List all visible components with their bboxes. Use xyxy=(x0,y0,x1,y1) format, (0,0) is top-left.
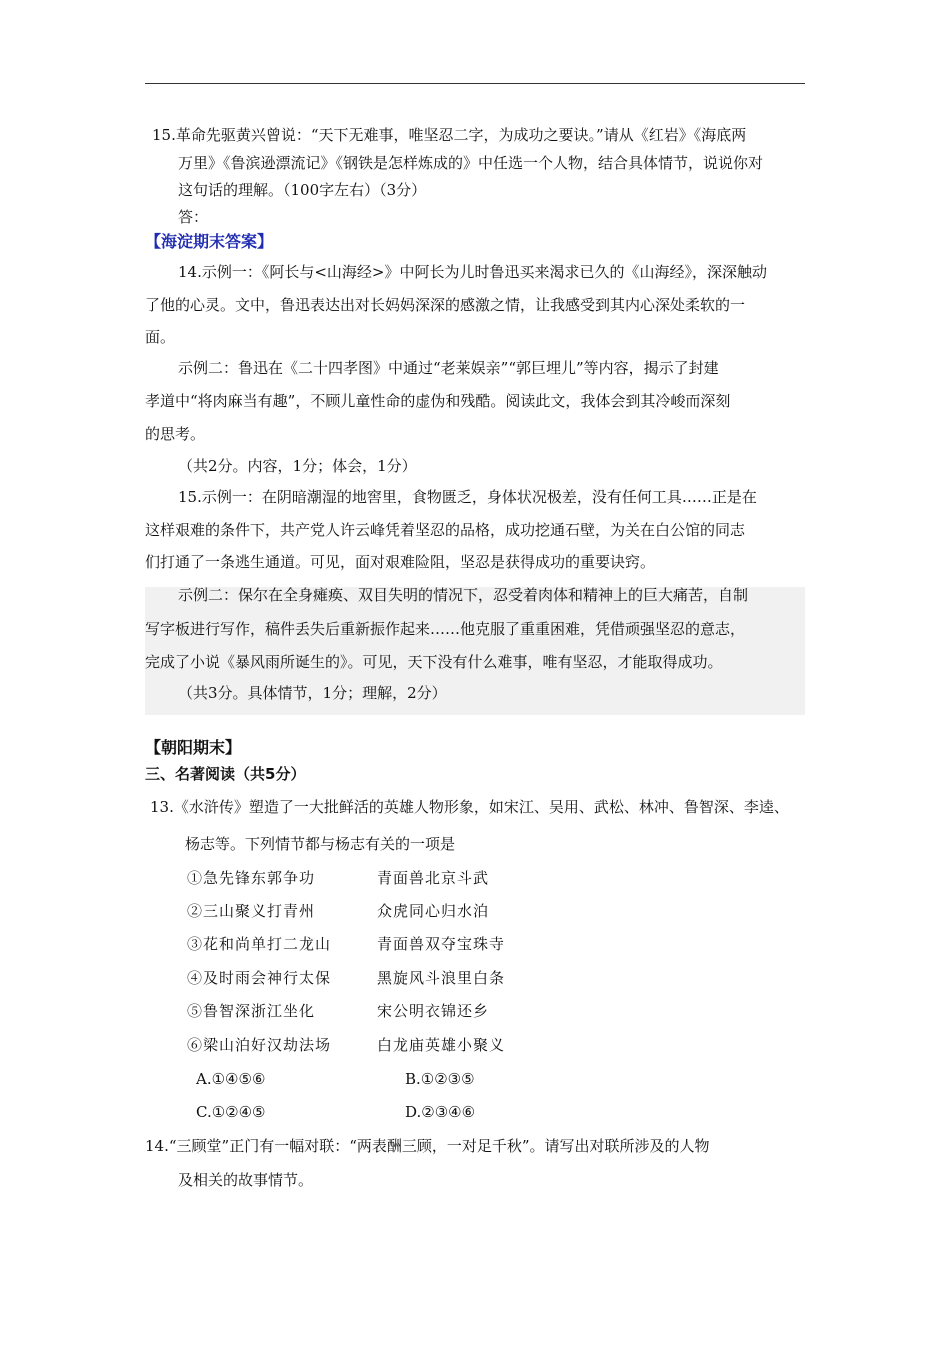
item-5-b: 宋公明衣锦还乡 xyxy=(377,1002,490,1020)
q14-line-1: 14.“三顾堂”正门有一幅对联：“两表酬三顾，一对足千秋”。请写出对联所涉及的人物 xyxy=(145,1137,710,1155)
choice-a: A.①④⑤⑥ xyxy=(196,1070,266,1088)
item-3-b: 青面兽双夺宝珠寺 xyxy=(377,935,506,953)
item-1-b: 青面兽北京斗武 xyxy=(377,869,490,887)
q14-line-2: 及相关的故事情节。 xyxy=(178,1171,314,1189)
item-1-a: ①急先锋东郭争功 xyxy=(187,869,316,887)
header-rule xyxy=(145,83,805,84)
item-2-a: ②三山聚义打青州 xyxy=(187,902,316,920)
q15-line-1: 15.革命先驱黄兴曾说：“天下无难事，唯坚忍二字，为成功之要诀。”请从《红岩》《海底两 xyxy=(152,126,747,144)
item-2-b: 众虎同心归水泊 xyxy=(377,902,490,920)
a14-ex1-line-1: 14.示例一：《阿长与<山海经>》中阿长为儿时鲁迅买来渴求已久的《山海经》，深深触动 xyxy=(178,263,767,281)
a14-ex1-line-2: 了他的心灵。文中，鲁迅表达出对长妈妈深深的感激之情，让我感受到其内心深处柔软的一 xyxy=(145,296,746,314)
a15-ex2-line-3: 完成了小说《暴风雨所诞生的》。可见，天下没有什么难事，唯有坚忍，才能取得成功。 xyxy=(145,653,723,671)
chaoyang-header: 【朝阳期末】 xyxy=(145,738,242,757)
a15-ex1-line-2: 这样艰难的条件下，共产党人许云峰凭着坚忍的品格，成功挖通石壁，为关在白公馆的同志 xyxy=(145,521,746,539)
item-6-b: 白龙庙英雄小聚义 xyxy=(377,1036,506,1054)
a14-ex2-line-1: 示例二：鲁迅在《二十四孝图》中通过“老莱娱亲”“郭巨埋儿”等内容，揭示了封建 xyxy=(178,359,719,377)
a15-score: （共3分。具体情节，1分；理解，2分） xyxy=(178,684,447,702)
a15-ex1-line-1: 15.示例一：在阴暗潮湿的地窖里，食物匮乏，身体状况极差，没有任何工具……正是在 xyxy=(178,488,757,506)
a15-ex2-line-1: 示例二：保尔在全身瘫痪、双目失明的情况下，忍受着肉体和精神上的巨大痛苦，自制 xyxy=(178,586,749,604)
choice-c: C.①②④⑤ xyxy=(196,1103,266,1121)
q15-line-3: 这句话的理解。（100字左右）（3分） xyxy=(178,181,427,199)
a14-ex1-line-3: 面。 xyxy=(145,328,176,346)
a15-ex1-line-3: 们打通了一条逃生通道。可见，面对艰难险阻，坚忍是获得成功的重要诀窍。 xyxy=(145,553,656,571)
a14-score: （共2分。内容，1分；体会，1分） xyxy=(178,457,417,475)
a14-ex2-line-2: 孝道中“将肉麻当有趣”，不顾儿童性命的虚伪和残酷。阅读此文，我体会到其冷峻而深刻 xyxy=(145,392,731,410)
a14-ex2-line-3: 的思考。 xyxy=(145,425,206,443)
q13-line-2: 杨志等。下列情节都与杨志有关的一项是 xyxy=(185,835,456,853)
choice-b: B.①②③⑤ xyxy=(405,1070,475,1088)
item-5-a: ⑤鲁智深浙江坐化 xyxy=(187,1002,316,1020)
item-3-a: ③花和尚单打二龙山 xyxy=(187,935,332,953)
item-4-a: ④及时雨会神行太保 xyxy=(187,969,332,987)
item-6-a: ⑥梁山泊好汉劫法场 xyxy=(187,1036,332,1054)
q13-line-1: 13.《水浒传》塑造了一大批鲜活的英雄人物形象，如宋江、吴用、武松、林冲、鲁智深、李逵、 xyxy=(150,798,789,816)
a15-ex2-line-2: 写字板进行写作，稿件丢失后重新振作起来……他克服了重重困难，凭借顽强坚忍的意志， xyxy=(145,620,746,638)
q15-answer-label: 答： xyxy=(178,208,209,226)
choice-d: D.②③④⑥ xyxy=(405,1103,476,1121)
item-4-b: 黑旋风斗浪里白条 xyxy=(377,969,506,987)
section-title: 三、名著阅读（共5分） xyxy=(145,765,306,783)
q15-line-2: 万里》《鲁滨逊漂流记》《钢铁是怎样炼成的》中任选一个人物，结合具体情节，说说你对 xyxy=(178,154,764,172)
haidian-answer-header: 【海淀期末答案】 xyxy=(145,232,274,251)
